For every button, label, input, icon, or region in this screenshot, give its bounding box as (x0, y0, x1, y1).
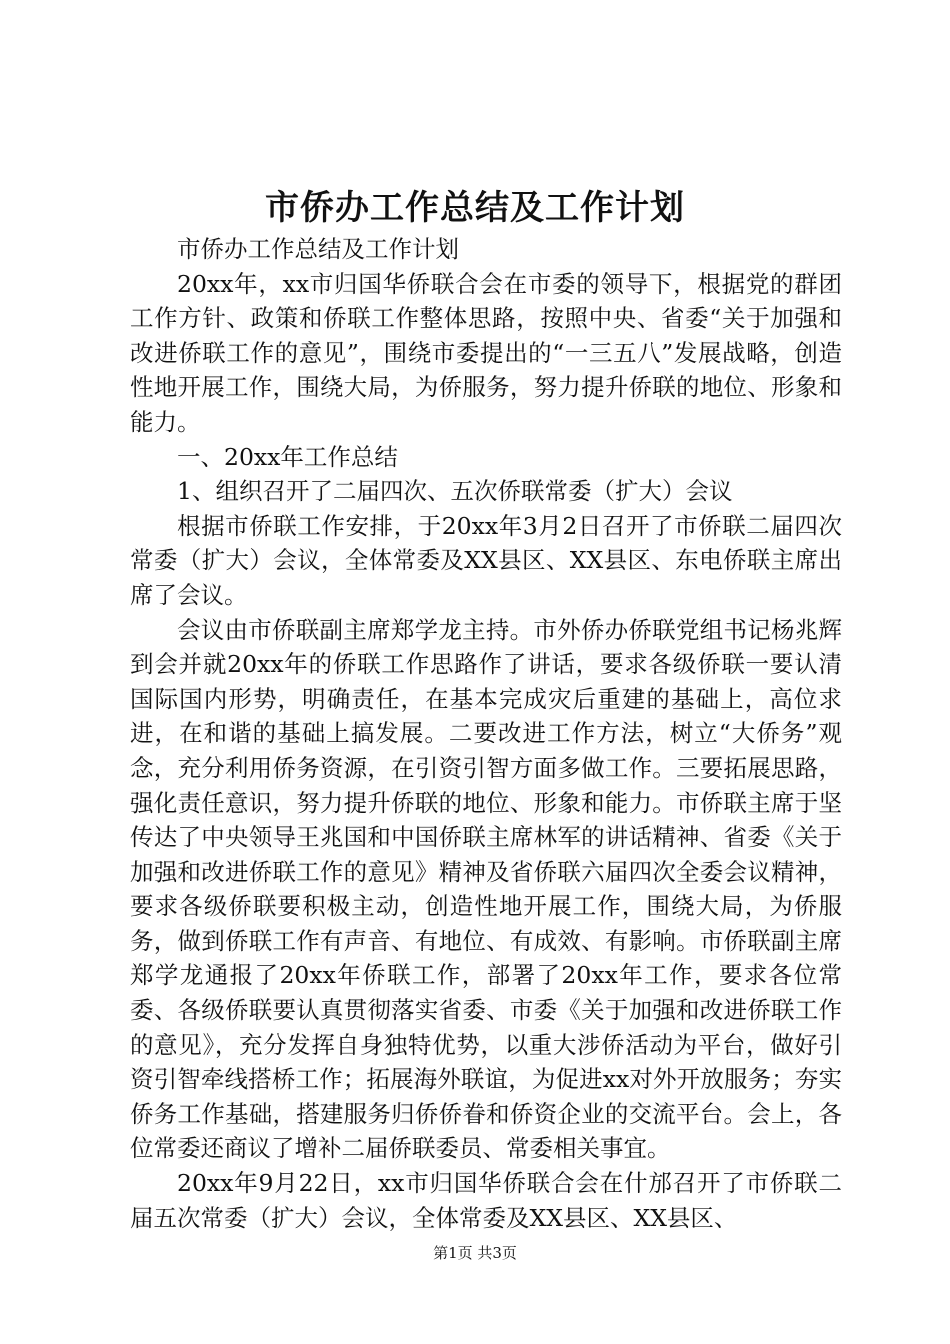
paragraph-intro: 20xx年，xx市归国华侨联合会在市委的领导下，根据党的群团工作方针、政策和侨联工作整体思路，按照中央、省委“关于加强和改进侨联工作的意见”，围绕市委提出的“一三五八”发展战略，创造性地开展工作，围绕大局，为侨服务，努力提升侨联的地位、形象和能力。 (130, 269, 842, 436)
paragraph: 根据市侨联工作安排，于20xx年3月2日召开了市侨联二届四次常委（扩大）会议，全体常委及XX县区、XX县区、东电侨联主席出席了会议。 (130, 511, 842, 609)
paragraph-subtitle: 市侨办工作总结及工作计划 (177, 235, 459, 263)
paragraph: 会议由市侨联副主席郑学龙主持。市外侨办侨联党组书记杨兆辉到会并就20xx年的侨联工作思路作了讲话，要求各级侨联一要认清国际国内形势，明确责任，在基本完成灾后重建的基础上，高位求进，在和谐的基础上搞发展。二要改进工作方法，树立“大侨务”观念，充分利用侨务资源，在引资引智方面多做工作。三要拓展思路，强化责任意识，努力提升侨联的地位、形象和能力。市侨联主席于坚传达了中央领导王兆国和中国侨联主席林军的讲话精神、省委《关于加强和改进侨联工作的意见》精神及省侨联六届四次全委会议精神，要求各级侨联要积极主动，创造性地开展工作，围绕大局，为侨服务，做到侨联工作有声音、有地位、有成效、有影响。市侨联副主席郑学龙通报了20xx年侨联工作，部署了20xx年工作，要求各位常委、各级侨联要认真贯彻落实省委、市委《关于加强和改进侨联工作的意见》，充分发挥自身独特优势，以重大涉侨活动为平台，做好引资引智牵线搭桥工作；拓展海外联谊，为促进xx对外开放服务；夯实侨务工作基础，搭建服务归侨侨眷和侨资企业的交流平台。会上，各位常委还商议了增补二届侨联委员、常委相关事宜。 (130, 615, 842, 1163)
document-body (130, 232, 842, 1235)
page-footer: 第1页 共3页 (433, 1244, 517, 1262)
document-title: 市侨办工作总结及工作计划 (265, 188, 685, 228)
section-heading: 一、20xx年工作总结 (177, 442, 398, 471)
subsection-heading: 1、组织召开了二届四次、五次侨联常委（扩大）会议 (177, 477, 733, 506)
paragraph: 20xx年9月22日，xx市归国华侨联合会在什邡召开了市侨联二届五次常委（扩大）会议，全体常委及XX县区、XX县区、 (130, 1169, 842, 1232)
